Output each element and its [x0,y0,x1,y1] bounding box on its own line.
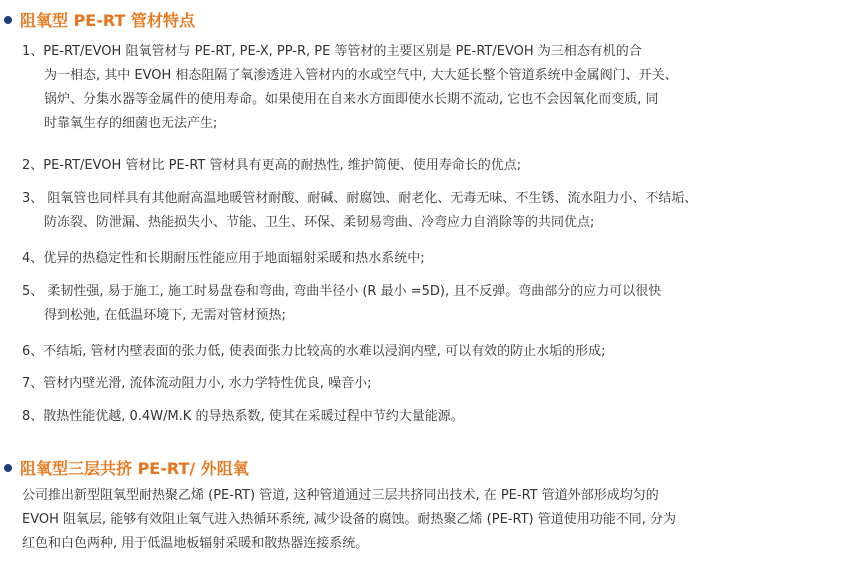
item-line: 锅炉、分集水器等金属件的使用寿命。如果使用在自来水方面即使水长期不流动, 它也不会因氧化而变质, 同 [44,92,659,107]
item-line: 5、 柔韧性强, 易于施工, 施工时易盘卷和弯曲, 弯曲半径小 (R 最小 =5D), 且不反弹。弯曲部分的应力可以很快 [22,284,662,299]
feature-item-1 [22,40,850,136]
section-title: 阻氧型三层共挤 PE-RT/ 外阻氧 [20,459,249,478]
paragraph-line: 红色和白色两种, 用于低温地板辐射采暖和散热器连接系统。 [22,536,369,551]
section-heading-coextrusion [4,456,249,479]
item-line: 4、优异的热稳定性和长期耐压性能应用于地面辐射采暖和热水系统中; [22,251,425,266]
feature-item-7 [22,372,850,396]
item-line: 1、PE-RT/EVOH 阻氧管材与 PE-RT, PE-X, PP-R, PE 等管材的主要区别是 PE-RT/EVOH 为三相态有机的合 [22,44,642,59]
feature-item-8 [22,405,850,429]
section-heading-features [4,8,195,31]
paragraph-line: 公司推出新型阻氧型耐热聚乙烯 (PE-RT) 管道, 这种管道通过三层共挤同出技术, 在 PE-RT 管道外部形成均匀的 [22,488,659,503]
item-line: 防冻裂、防泄漏、热能损失小、节能、卫生、环保、柔韧易弯曲、冷弯应力自消除等的共同优点; [44,215,595,230]
section-title: 阻氧型 PE-RT 管材特点 [20,11,195,30]
feature-item-3 [22,187,850,235]
item-line: 8、散热性能优越, 0.4W/M.K 的导热系数, 使其在采暖过程中节约大量能源。 [22,409,464,424]
feature-item-2 [22,154,850,178]
item-line: 7、管材内壁光滑, 流体流动阻力小, 水力学特性优良, 噪音小; [22,376,372,391]
section-paragraph [22,484,850,556]
item-line: 为一相态, 其中 EVOH 相态阻隔了氧渗透进入管材内的水或空气中, 大大延长整个管道系统中金属阀门、开关、 [44,68,678,83]
feature-item-5 [22,280,850,328]
item-line: 得到松弛, 在低温环境下, 无需对管材预热; [44,308,286,323]
paragraph-line: EVOH 阻氧层, 能够有效阻止氧气进入热循环系统, 减少设备的腐蚀。耐热聚乙烯 (PE-RT) 管道使用功能不同, 分为 [22,512,676,527]
item-line: 6、不结垢, 管材内壁表面的张力低, 使表面张力比较高的水难以浸润内壁, 可以有效的防止水垢的形成; [22,344,606,359]
feature-item-4 [22,247,850,271]
item-line: 时靠氧生存的细菌也无法产生; [44,116,218,131]
bullet-icon [4,464,12,472]
item-line: 3、 阻氧管也同样具有其他耐高温地暖管材耐酸、耐碱、耐腐蚀、耐老化、无毒无味、不生锈、流水阻力小、不结垢、 [22,191,698,206]
item-line: 2、PE-RT/EVOH 管材比 PE-RT 管材具有更高的耐热性, 维护简便、使用寿命长的优点; [22,158,522,173]
bullet-icon [4,16,12,24]
feature-item-6 [22,340,850,364]
